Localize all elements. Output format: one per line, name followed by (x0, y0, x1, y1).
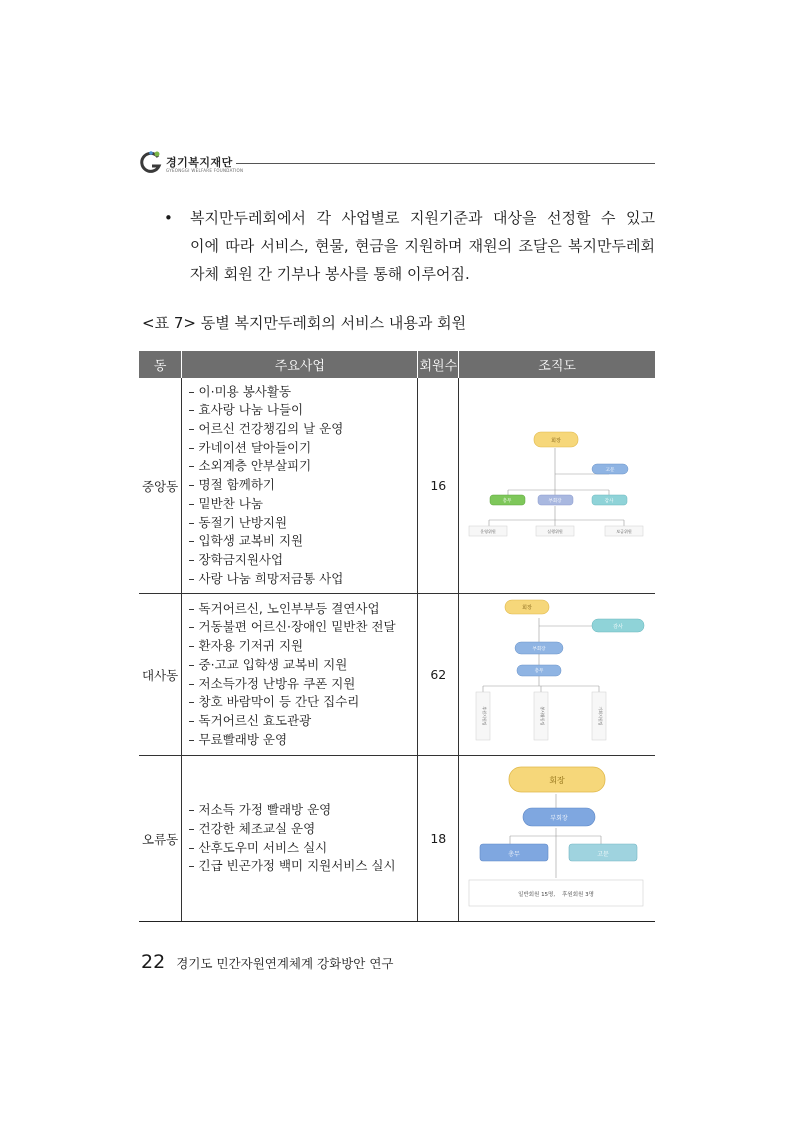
org-chart-oryu (459, 756, 653, 918)
list-item: – 저소득가정 난방유 쿠폰 지원 (188, 675, 417, 694)
org-node: 감사 (613, 624, 624, 630)
org-node: 감사 (604, 499, 614, 504)
table-row (139, 378, 655, 594)
dong-cell: 오류동 (139, 756, 182, 922)
list-item: – 장학금지원사업 (188, 551, 417, 570)
business-cell (182, 378, 418, 594)
table-caption: <표 7> 동별 복지만두레회의 서비스 내용과 회원 (142, 314, 467, 332)
org-node: 보급위원 (616, 529, 632, 534)
members-cell: 62 (418, 594, 459, 756)
list-item: – 어르신 건강챙김의 날 운영 (188, 420, 417, 439)
list-item: – 긴급 빈곤가정 백미 지원서비스 실시 (188, 857, 417, 876)
list-item: – 독거어르신 효도관광 (188, 712, 417, 731)
org-node: 부회장 (548, 499, 562, 504)
page-header (140, 150, 655, 180)
paragraph-line: 자체 회원 간 기부나 봉사를 통해 이루어짐. (190, 265, 470, 283)
table-row (139, 594, 655, 756)
header-dong: 동 (139, 351, 182, 378)
business-list (182, 797, 417, 880)
org-node: 고문 (605, 468, 615, 473)
org-node: 운영위원 (480, 529, 496, 534)
paragraph-line: 이에 따라 서비스, 현물, 현금을 지원하며 재원의 조달은 복지만두레회 (190, 237, 655, 255)
footer-title: 경기도 민간자원연계체계 강화방안 연구 (176, 956, 394, 971)
members-cell: 18 (418, 756, 459, 922)
list-item: – 동절기 난방지원 (188, 514, 417, 533)
service-table (139, 351, 655, 922)
list-item: – 이·미용 봉사활동 (188, 383, 417, 402)
org-chart-cell (459, 756, 655, 922)
org-node: 실행위원 (547, 529, 563, 534)
list-item: – 저소득 가정 빨래방 운영 (188, 801, 417, 820)
list-item: – 사랑 나눔 희망저금통 사업 (188, 570, 417, 589)
list-item: – 산후도우미 서비스 실시 (188, 839, 417, 858)
list-item: – 소외계층 안부살피기 (188, 457, 417, 476)
org-chart-cell (459, 378, 655, 594)
header-members: 회원수 (418, 351, 459, 378)
dong-cell: 중앙동 (139, 378, 182, 594)
list-item: – 밑반찬 나눔 (188, 495, 417, 514)
header-org-chart: 조직도 (459, 351, 655, 378)
org-node: 총무 (502, 499, 512, 504)
org-chart-daesa (459, 594, 653, 752)
org-node: 회장 (549, 776, 565, 785)
bullet-paragraph (164, 204, 655, 288)
paragraph-line: 복지만두레회에서 각 사업별로 지원기준과 대상을 선정할 수 있고 (190, 209, 655, 227)
list-item: – 명절 함께하기 (188, 476, 417, 495)
bullet-marker: • (164, 209, 173, 227)
list-item: – 중·고교 입학생 교복비 지원 (188, 656, 417, 675)
dong-cell: 대사동 (139, 594, 182, 756)
org-node: 고문 (597, 851, 610, 858)
header-business: 주요사업 (182, 351, 418, 378)
business-cell (182, 594, 418, 756)
members-cell: 16 (418, 378, 459, 594)
org-node: 회장 (551, 438, 562, 444)
org-node: 회장 (522, 605, 533, 611)
org-node: 총무 (534, 669, 544, 674)
business-list (182, 596, 417, 754)
org-note: 일반회원 15명, 후원회원 3명 (518, 892, 595, 898)
list-item: – 환자용 기저귀 지원 (188, 637, 417, 656)
business-list (182, 379, 417, 593)
table-header-row (139, 351, 655, 378)
list-item: – 입학생 교복비 지원 (188, 532, 417, 551)
org-node: 봉사활동팀 (540, 706, 546, 726)
org-chart-jungang (459, 378, 653, 590)
org-chart-cell (459, 594, 655, 756)
logo-text: 경기복지재단 (166, 156, 233, 169)
list-item: – 카네이션 달아들이기 (188, 439, 417, 458)
org-node: 총무 (508, 851, 521, 858)
list-item: – 효사랑 나눔 나들이 (188, 401, 417, 420)
org-node: 후원지원팀 (482, 706, 488, 726)
org-node: 부회장 (550, 815, 568, 822)
list-item: – 독거어르신, 노인부부등 결연사업 (188, 600, 417, 619)
org-node: 부회장 (532, 647, 546, 652)
business-cell (182, 756, 418, 922)
list-item: – 무료빨래방 운영 (188, 731, 417, 750)
list-item: – 건강한 체조교실 운영 (188, 820, 417, 839)
logo-subtext: GYEONGGI WELFARE FOUNDATION (166, 168, 244, 173)
org-node: 기획지원팀 (598, 706, 604, 726)
table-row (139, 756, 655, 922)
page-number: 22 (141, 951, 166, 973)
page-footer (141, 951, 393, 973)
list-item: – 창호 바람막이 등 간단 집수리 (188, 693, 417, 712)
list-item: – 거동불편 어르신·장애인 밑반찬 전달 (188, 618, 417, 637)
foundation-logo-icon (140, 150, 162, 176)
header-divider (236, 163, 655, 164)
